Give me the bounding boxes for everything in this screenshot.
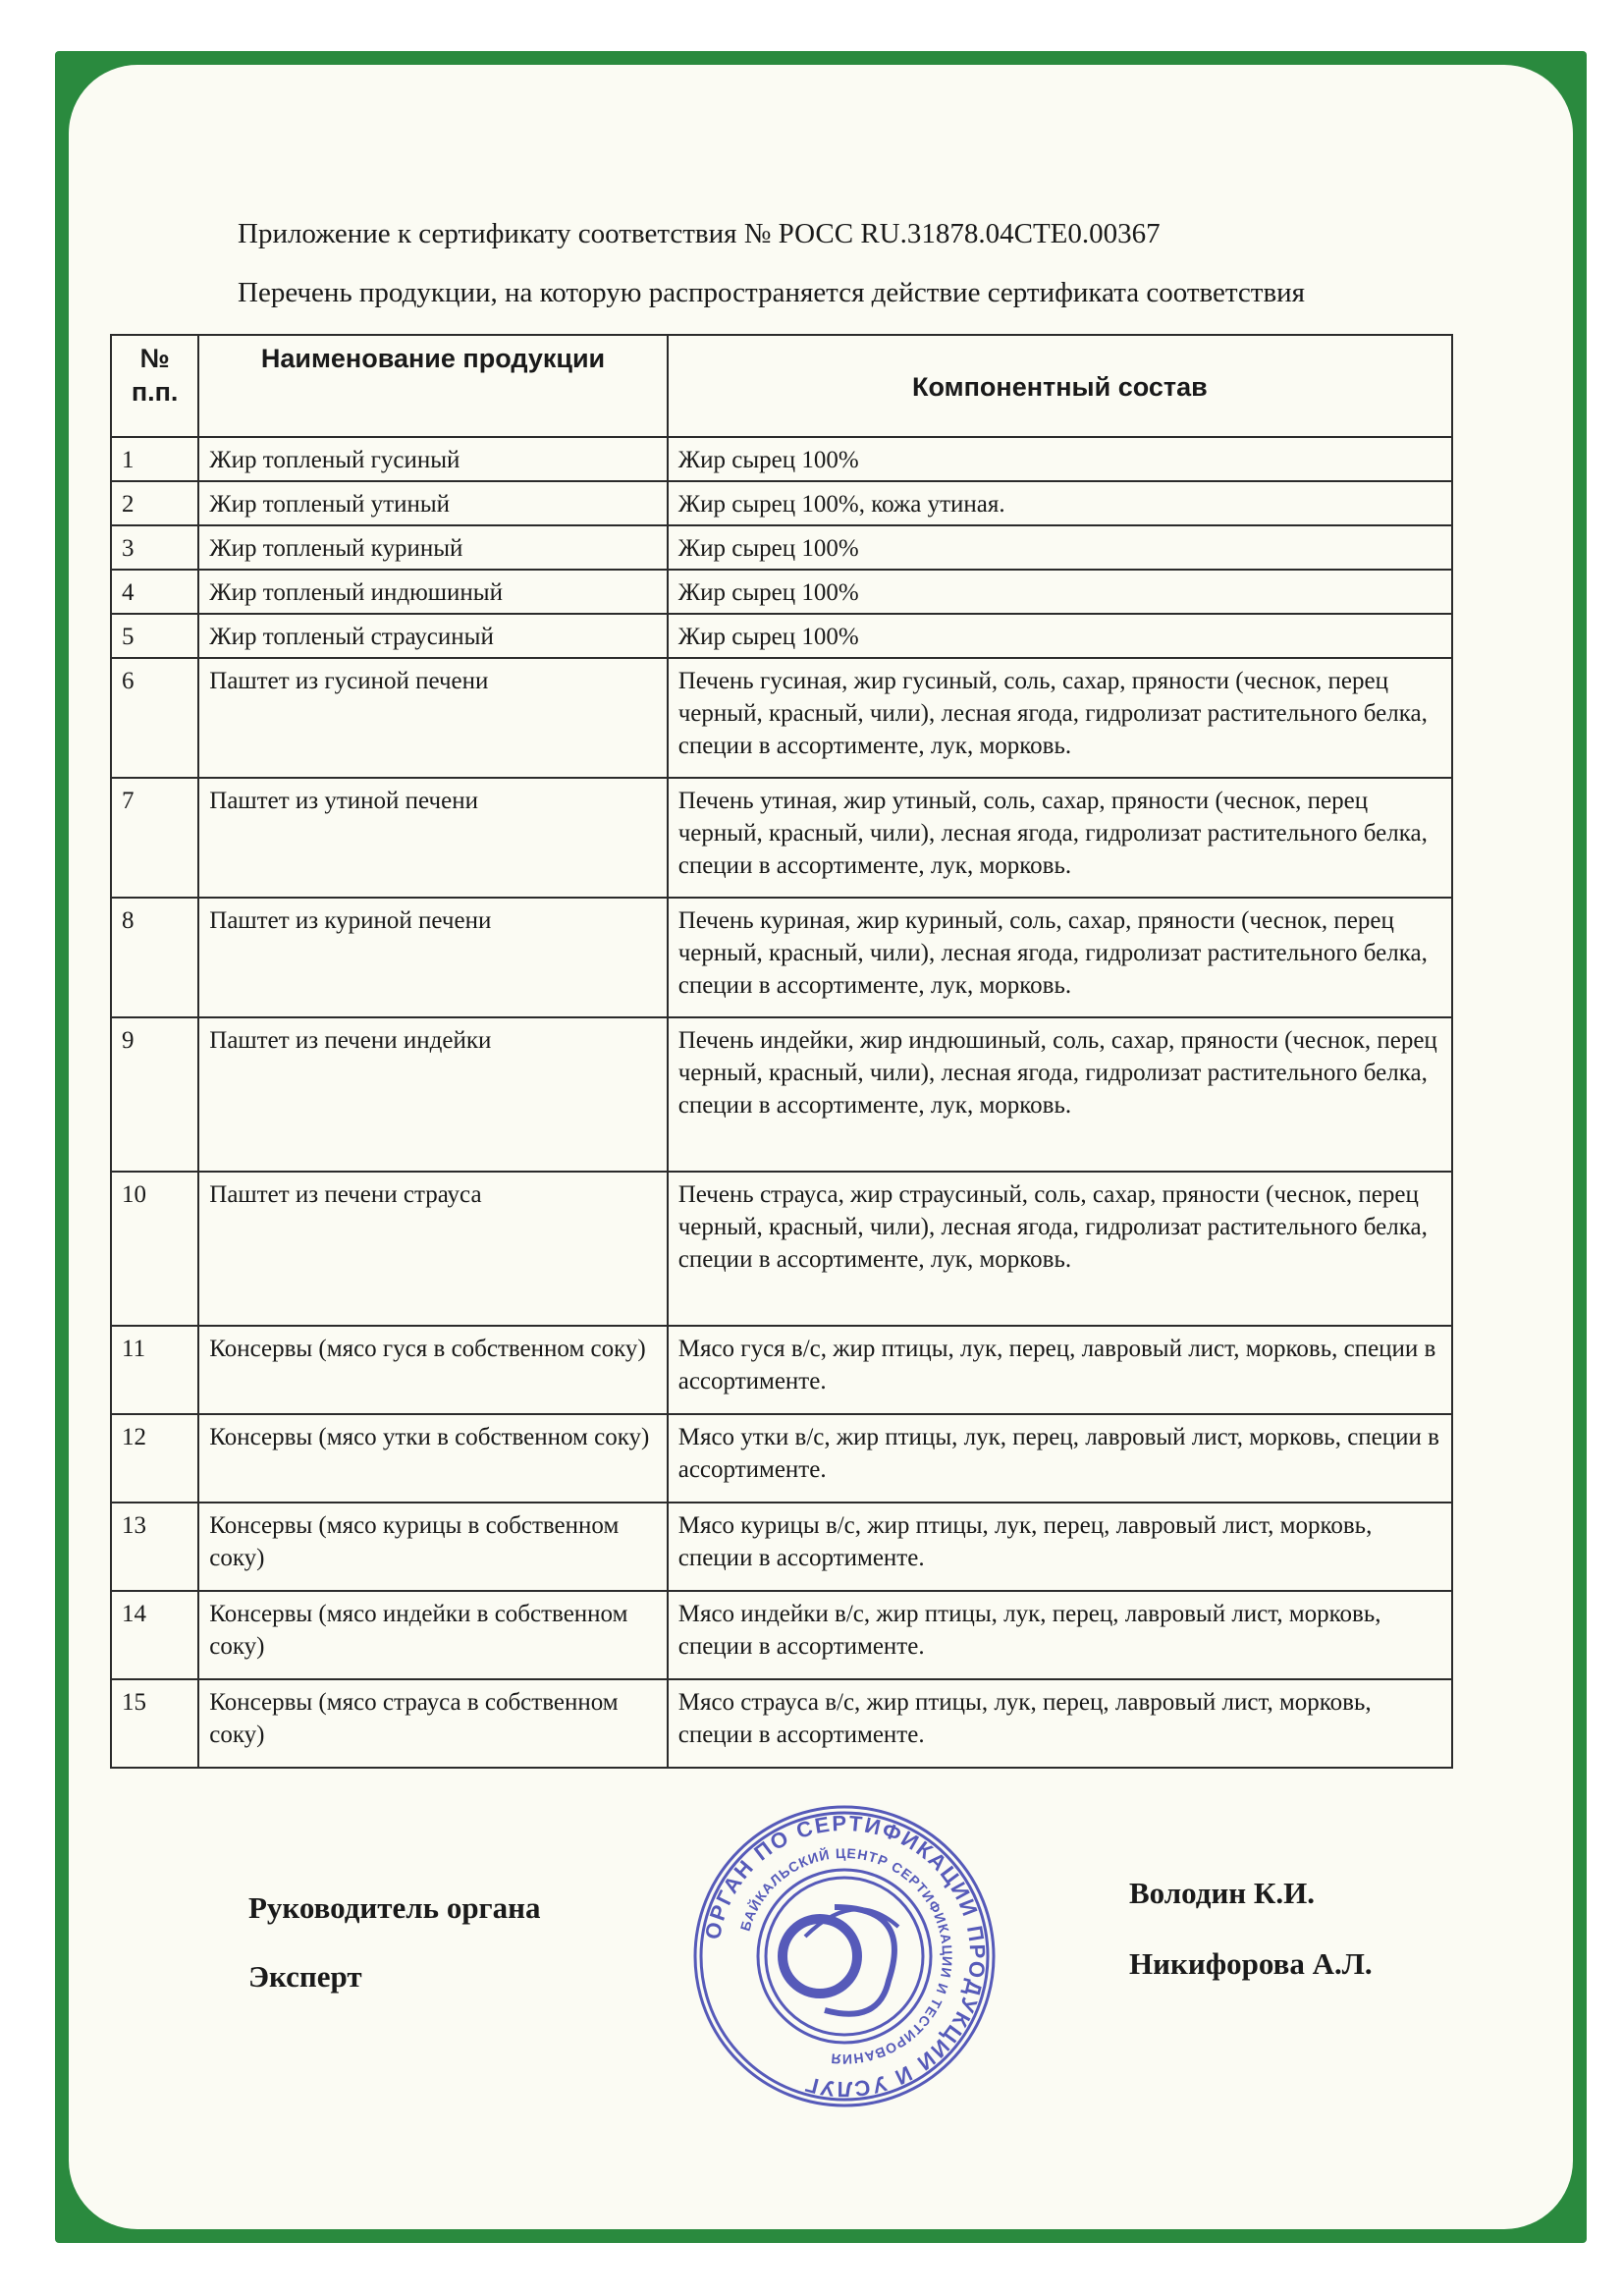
expert-label: Эксперт: [248, 1959, 362, 1994]
product-name: Консервы (мясо утки в собственном соку): [198, 1414, 667, 1503]
table-row: [111, 481, 1452, 525]
product-name: Жир топленый страусиный: [198, 614, 667, 658]
product-composition: Жир сырец 100%: [668, 614, 1452, 658]
row-number: 1: [111, 437, 198, 481]
table-row: [111, 898, 1452, 1017]
row-number: 7: [111, 778, 198, 898]
product-composition: Жир сырец 100%, кожа утиная.: [668, 481, 1452, 525]
product-composition: Мясо страуса в/с, жир птицы, лук, перец, лавровый лист, морковь, специи в ассортименте.: [668, 1679, 1452, 1768]
border-corner: [1504, 65, 1573, 134]
border-corner: [69, 65, 137, 134]
header-name: Наименование продукции: [198, 335, 667, 437]
table-row: [111, 1017, 1452, 1172]
header-num: № п.п.: [111, 335, 198, 437]
table-row: [111, 614, 1452, 658]
border-corner: [69, 2160, 137, 2229]
product-composition: Печень страуса, жир страусиный, соль, сахар, пряности (чеснок, перец черный, красный, чили), лесная ягода, гидролизат растительного белка, специи в ассортименте, лук, морковь.: [668, 1172, 1452, 1326]
svg-text:БАЙКАЛЬСКИЙ ЦЕНТР СЕРТИФИКАЦИИ: БАЙКАЛЬСКИЙ ЦЕНТР СЕРТИФИКАЦИИ И ТЕСТИРОВАНИЯ: [736, 1844, 956, 2068]
table-body: [111, 437, 1452, 1768]
product-name: Паштет из утиной печени: [198, 778, 667, 898]
product-name: Жир топленый гусиный: [198, 437, 667, 481]
product-name: Консервы (мясо страуса в собственном соку): [198, 1679, 667, 1768]
expert-name: Никифорова А.Л.: [1129, 1946, 1373, 1981]
row-number: 4: [111, 570, 198, 614]
row-number: 10: [111, 1172, 198, 1326]
product-composition: Мясо индейки в/с, жир птицы, лук, перец, лавровый лист, морковь, специи в ассортименте.: [668, 1591, 1452, 1679]
row-number: 8: [111, 898, 198, 1017]
table-row: [111, 658, 1452, 778]
product-composition: Жир сырец 100%: [668, 437, 1452, 481]
row-number: 14: [111, 1591, 198, 1679]
head-name: Володин К.И.: [1129, 1876, 1316, 1910]
row-number: 9: [111, 1017, 198, 1172]
row-number: 5: [111, 614, 198, 658]
svg-text:ОРГАН ПО СЕРТИФИКАЦИИ ПРОДУКЦИ: ОРГАН ПО СЕРТИФИКАЦИИ ПРОДУКЦИИ И УСЛУГ: [700, 1810, 991, 2103]
row-number: 6: [111, 658, 198, 778]
product-composition: Печень индейки, жир индюшиный, соль, сахар, пряности (чеснок, перец черный, красный, чили), лесная ягода, гидролизат растительного белка, специи в ассортименте, лук, морковь.: [668, 1017, 1452, 1172]
product-composition: Мясо курицы в/с, жир птицы, лук, перец, лавровый лист, морковь, специи в ассортименте.: [668, 1503, 1452, 1591]
product-composition: Печень куриная, жир куриный, соль, сахар, пряности (чеснок, перец черный, красный, чили), лесная ягода, гидролизат растительного белка, специи в ассортименте, лук, морковь.: [668, 898, 1452, 1017]
table-row: [111, 525, 1452, 570]
product-name: Консервы (мясо курицы в собственном соку): [198, 1503, 667, 1591]
product-name: Паштет из гусиной печени: [198, 658, 667, 778]
row-number: 15: [111, 1679, 198, 1768]
product-name: Паштет из печени страуса: [198, 1172, 667, 1326]
row-number: 3: [111, 525, 198, 570]
certificate-appendix-title: Приложение к сертификату соответствия № РОСС RU.31878.04СТЕ0.00367: [238, 218, 1161, 249]
row-number: 13: [111, 1503, 198, 1591]
product-name: Жир топленый утиный: [198, 481, 667, 525]
table-row: [111, 1503, 1452, 1591]
product-name: Жир топленый куриный: [198, 525, 667, 570]
table-row: [111, 1679, 1452, 1768]
product-composition: Мясо гуся в/с, жир птицы, лук, перец, лавровый лист, морковь, специи в ассортименте.: [668, 1326, 1452, 1414]
table-row: [111, 1414, 1452, 1503]
table-row: [111, 778, 1452, 898]
row-number: 11: [111, 1326, 198, 1414]
table-header-row: [111, 335, 1452, 437]
row-number: 12: [111, 1414, 198, 1503]
product-name: Консервы (мясо индейки в собственном соку): [198, 1591, 667, 1679]
table-row: [111, 1172, 1452, 1326]
table-row: [111, 437, 1452, 481]
product-name: Жир топленый индюшиный: [198, 570, 667, 614]
border-corner: [1504, 2160, 1573, 2229]
product-composition: Мясо утки в/с, жир птицы, лук, перец, лавровый лист, морковь, специи в ассортименте.: [668, 1414, 1452, 1503]
certification-seal: [687, 1799, 1001, 2113]
head-label: Руководитель органа: [248, 1890, 541, 1925]
header-composition: Компонентный состав: [668, 335, 1452, 437]
product-composition: Жир сырец 100%: [668, 525, 1452, 570]
products-table: [110, 334, 1453, 1769]
product-composition: Печень утиная, жир утиный, соль, сахар, пряности (чеснок, перец черный, красный, чили), лесная ягода, гидролизат растительного белка, специи в ассортименте, лук, морковь.: [668, 778, 1452, 898]
product-composition: Печень гусиная, жир гусиный, соль, сахар, пряности (чеснок, перец черный, красный, чили), лесная ягода, гидролизат растительного белка, специи в ассортименте, лук, морковь.: [668, 658, 1452, 778]
product-composition: Жир сырец 100%: [668, 570, 1452, 614]
table-row: [111, 1591, 1452, 1679]
table-row: [111, 1326, 1452, 1414]
table-row: [111, 570, 1452, 614]
product-list-subtitle: Перечень продукции, на которую распространяется действие сертификата соответствия: [238, 277, 1306, 308]
product-name: Паштет из печени индейки: [198, 1017, 667, 1172]
product-name: Паштет из куриной печени: [198, 898, 667, 1017]
product-name: Консервы (мясо гуся в собственном соку): [198, 1326, 667, 1414]
row-number: 2: [111, 481, 198, 525]
